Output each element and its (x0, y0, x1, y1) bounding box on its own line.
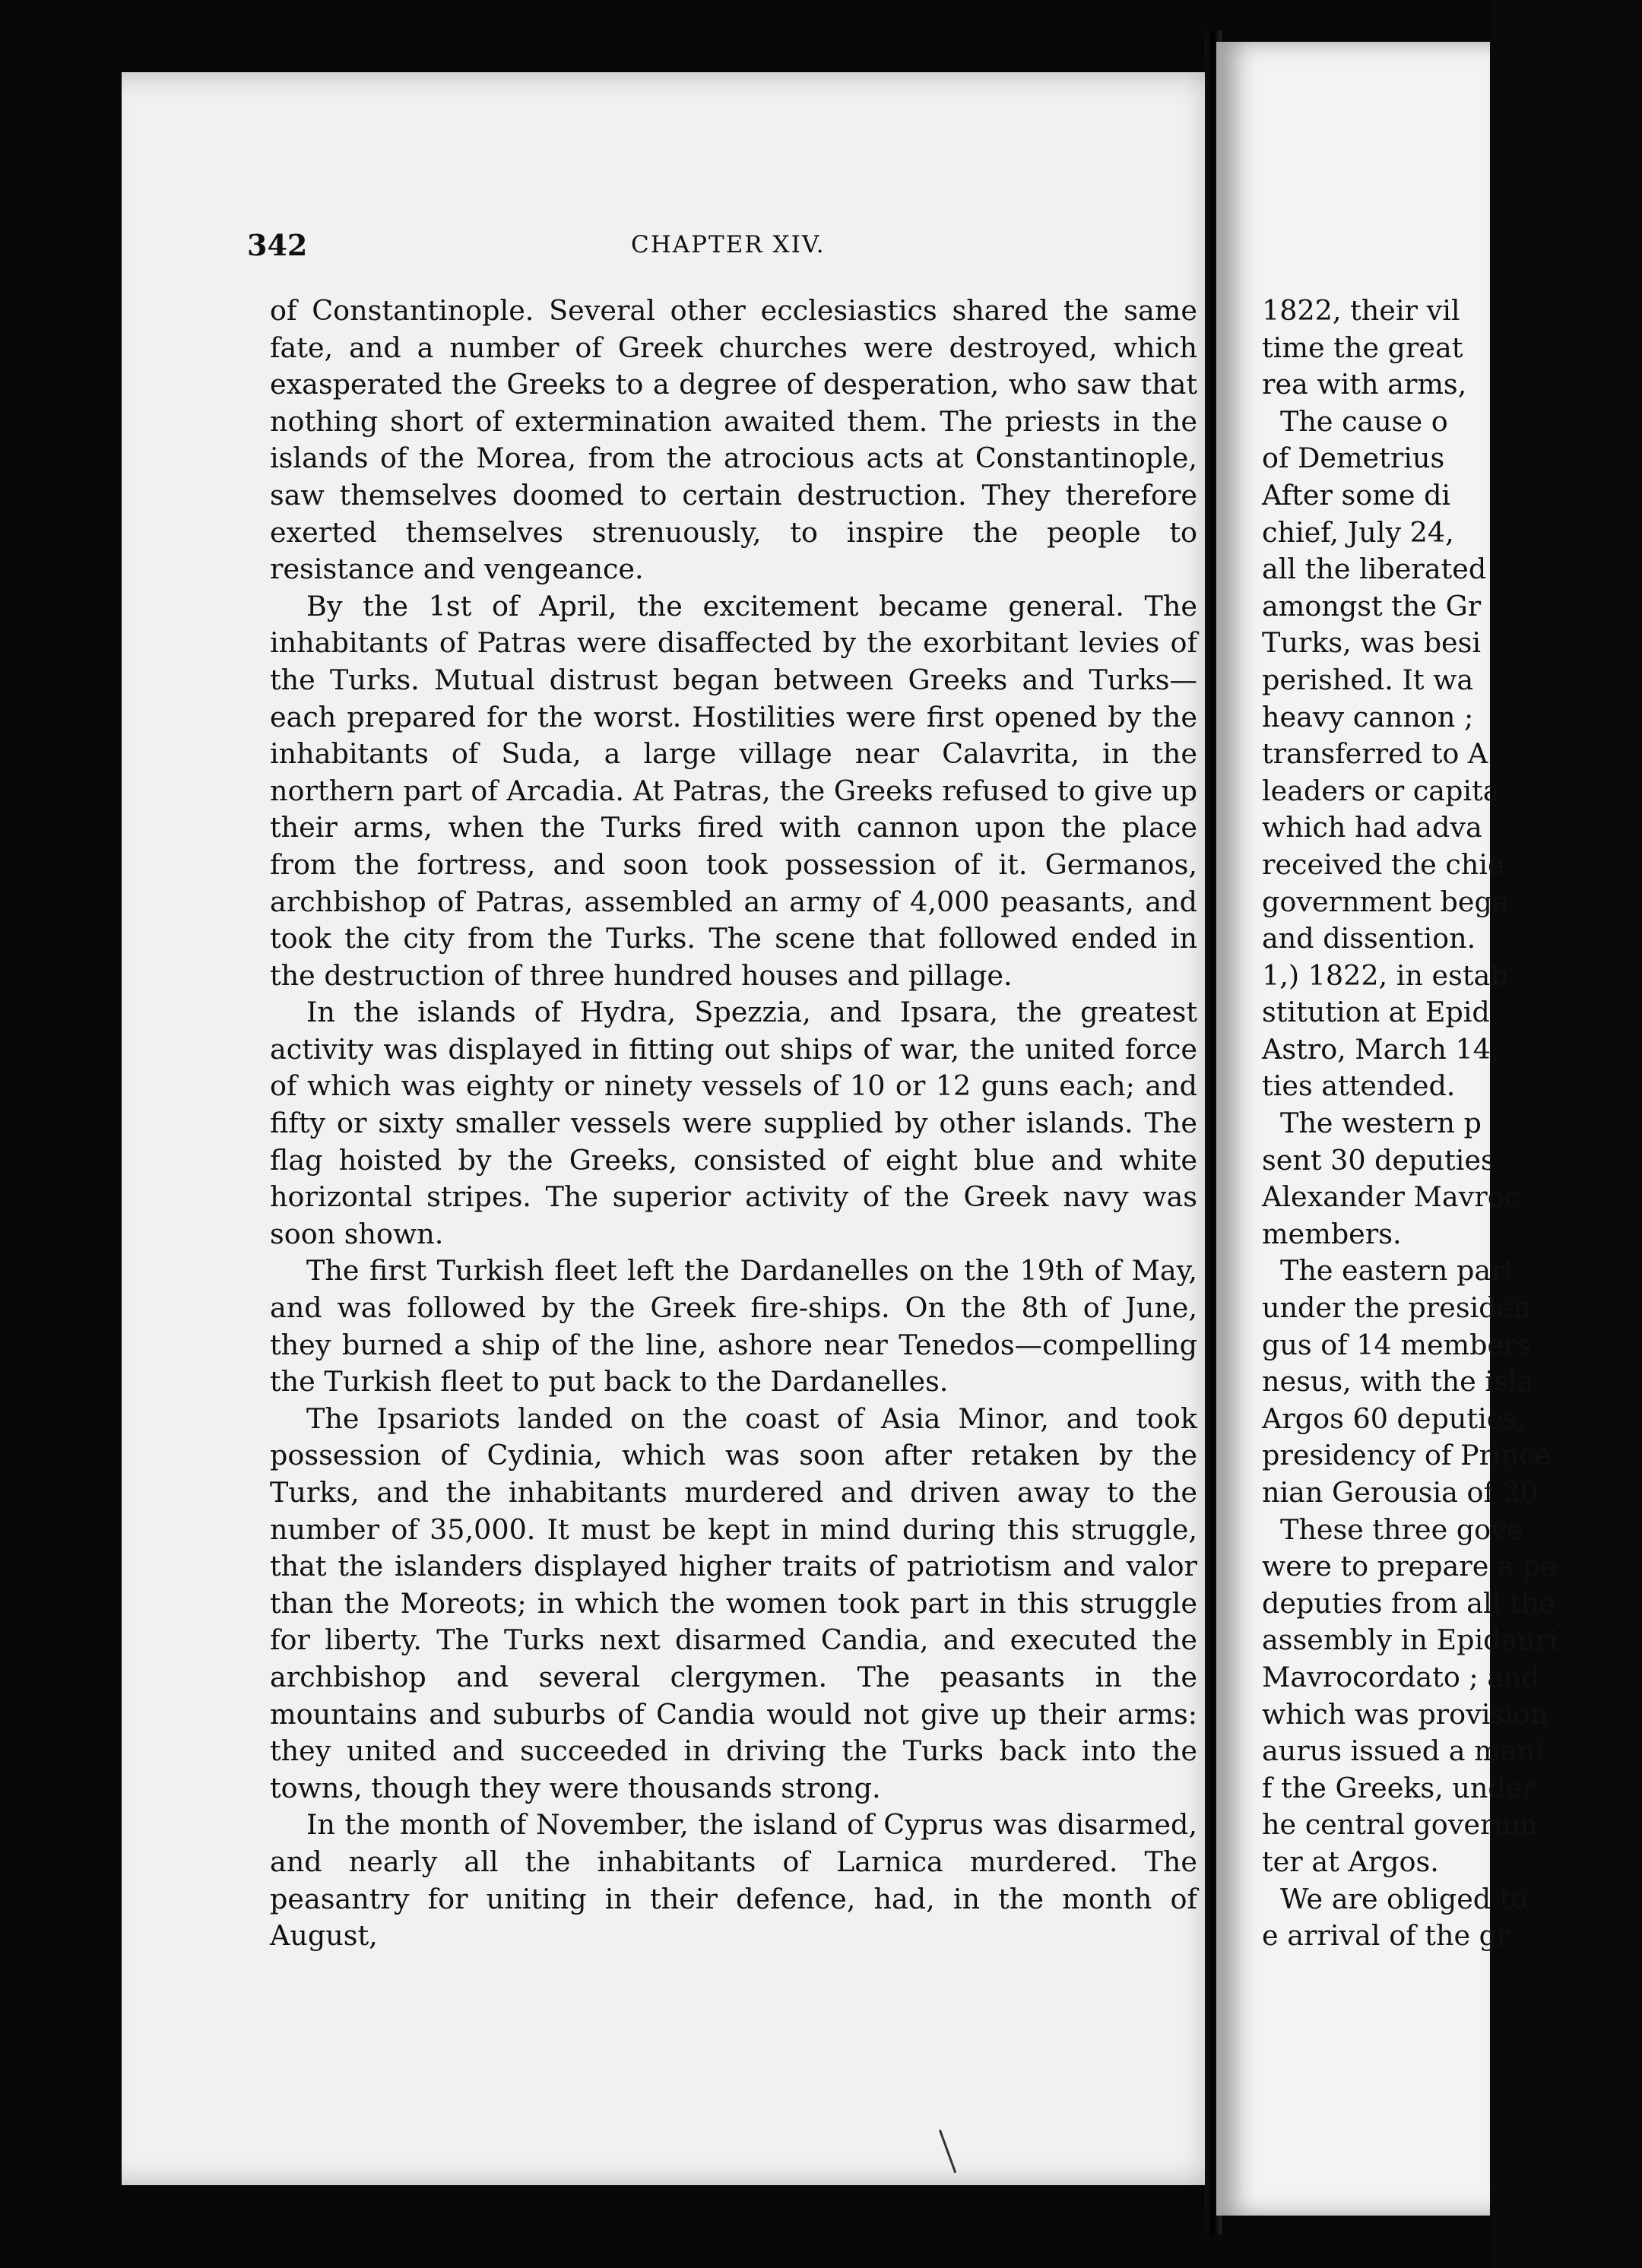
right-page-line: Alexander Mavroc (1262, 1180, 1520, 1214)
right-page-line: We are obliged to (1280, 1882, 1528, 1915)
right-page-line: sent 30 deputies (1262, 1143, 1495, 1177)
right-page-line: ties attended. (1262, 1069, 1456, 1103)
paragraph: In the islands of Hydra, Spezzia, and Ipsara, the greatest activity was displayed in fitting out ships of war, the united force of which was eighty or ninety vessels of 10 or 12 guns each; and fifty or sixty smaller vessels were supplied by other islands. The flag hoisted by the Greeks, consisted of eight blue and white horizontal stripes. The superior activity of the Greek navy was soon shown. (270, 996, 1197, 1250)
right-page-line: received the chie (1262, 847, 1504, 881)
right-page-line: which was provision (1262, 1697, 1548, 1731)
right-page-line: The eastern part (1280, 1254, 1516, 1288)
right-page-line: ter at Argos. (1262, 1845, 1439, 1878)
right-page-line: rea with arms, (1262, 368, 1467, 401)
right-page-line: government bega (1262, 885, 1509, 918)
right-page-line: The western p (1280, 1107, 1482, 1140)
right-page-line: assembly in Epidauri (1262, 1623, 1558, 1657)
right-page-line: perished. It wa (1262, 663, 1474, 696)
chapter-heading: CHAPTER XIV. (631, 231, 826, 258)
right-page-line: presidency of Prince (1262, 1439, 1552, 1472)
right-page-line: 1,) 1822, in estab (1262, 958, 1508, 992)
right-page-line: f the Greeks, under (1262, 1771, 1536, 1804)
right-page-line: After some di (1262, 478, 1451, 512)
paragraph: In the month of November, the island of Cyprus was disarmed, and nearly all the inhabitants of Larnica murdered. The peasantry for uniting in their defence, had, in the month of August, (270, 1808, 1197, 1953)
right-page-line: transferred to A (1262, 737, 1488, 771)
left-page-body (270, 293, 1197, 1955)
right-page-line: time the great (1262, 331, 1463, 364)
right-page-line: amongst the Gr (1262, 589, 1482, 622)
right-page-line: chief, July 24, (1262, 515, 1454, 549)
right-page-line: aurus issued a mani (1262, 1734, 1544, 1768)
right-page-line: gus of 14 members (1262, 1328, 1532, 1361)
page-number: 342 (247, 228, 308, 262)
right-page-line: deputies from all the (1262, 1586, 1555, 1620)
right-page-text (1262, 293, 1642, 1955)
right-page-line: he central governm (1262, 1808, 1538, 1842)
right-page-line: These three gove (1280, 1513, 1523, 1546)
right-page-line: Astro, March 14, (1262, 1032, 1500, 1066)
paragraph: The first Turkish fleet left the Dardanelles on the 19th of May, and was followed by the Greek fire-ships. On the 8th of June, they burned a ship of the line, ashore near Tenedos—compelling the Turkish fleet to put back to the Dardanelles. (270, 1254, 1197, 1398)
right-page-line: stitution at Epid (1262, 996, 1490, 1029)
right-page-line: which had adva (1262, 811, 1482, 844)
right-page-line: heavy cannon ; (1262, 700, 1474, 733)
right-page-line: and dissention. (1262, 922, 1476, 955)
right-page-line: 1822, their vil (1262, 294, 1460, 327)
right-page-line: nesus, with the isla (1262, 1365, 1534, 1398)
right-page-line: of Demetrius (1262, 442, 1445, 475)
right-page-line: nian Gerousia of 20 (1262, 1476, 1539, 1509)
paragraph: By the 1st of April, the excitement became general. The inhabitants of Patras were disaffected by the exorbitant levies of the Turks. Mutual distrust began between Greeks and Turks—each prepared for the worst. Hostilities were first opened by the inhabitants of Suda, a large village near Calavrita, in the northern part of Arcadia. At Patras, the Greeks refused to give up their arms, when the Turks fired with cannon upon the place from the fortress, and soon took possession of it. Germanos, archbishop of Patras, assembled an army of 4,000 peasants, and took the city from the Turks. The scene that followed ended in the destruction of three hundred houses and pillage. (270, 589, 1197, 992)
right-page-line: Turks, was besi (1262, 626, 1482, 660)
right-page-line: under the presiden (1262, 1291, 1531, 1325)
right-page-line: leaders or capita (1262, 774, 1500, 807)
right-page-line: all the liberated (1262, 553, 1487, 586)
right-page-line: Mavrocordato ; and (1262, 1660, 1539, 1693)
right-page-line: members. (1262, 1217, 1402, 1250)
right-page-line: Argos 60 deputies, (1262, 1402, 1526, 1435)
paragraph: The Ipsariots landed on the coast of Asia Minor, and took possession of Cydinia, which was soon after retaken by the Turks, and the inhabitants murdered and driven away to the number of 35,000. It must be kept in mind during this struggle, that the islanders displayed higher traits of patriotism and valor than the Moreots; in which the women took part in this struggle for liberty. The Turks next disarmed Candia, and executed the archbishop and several clergymen. The peasants in the mountains and suburbs of Candia would not give up their arms: they united and succeeded in driving the Turks back into the towns, though they were thousands strong. (270, 1402, 1197, 1804)
right-page-line: were to prepare a pe (1262, 1550, 1558, 1583)
running-head (247, 228, 1205, 274)
right-page-line: e arrival of the gr (1262, 1919, 1510, 1953)
paragraph: of Constantinople. Several other ecclesiastics shared the same fate, and a number of Greek churches were destroyed, which exasperated the Greeks to a degree of desperation, who saw that nothing short of extermination awaited them. The priests in the islands of the Morea, from the atrocious acts at Constantinople, saw themselves doomed to certain destruction. They therefore exerted themselves strenuously, to inspire the people to resistance and vengeance. (270, 294, 1197, 586)
right-page-line: The cause o (1280, 404, 1448, 438)
